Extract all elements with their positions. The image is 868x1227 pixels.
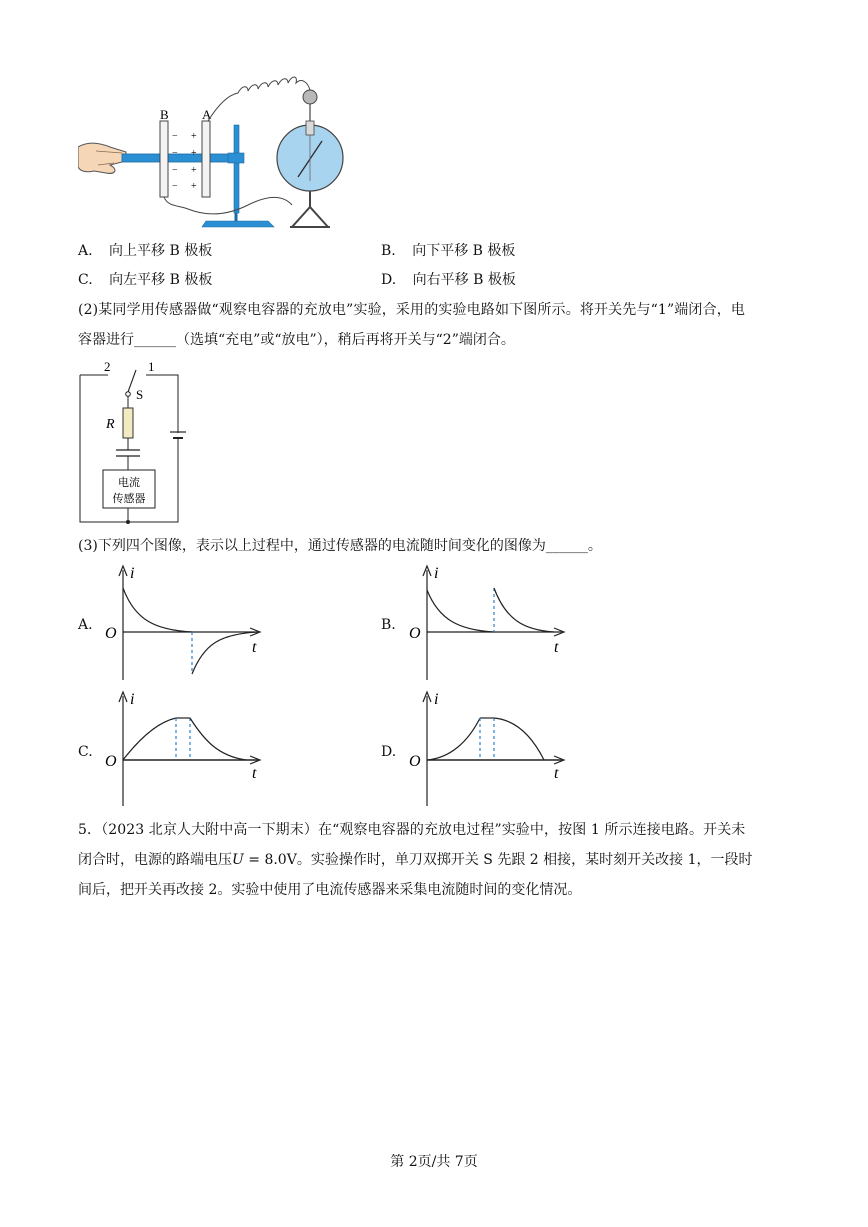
terminal-1-label: 1 <box>148 359 155 374</box>
discharge-curve <box>192 632 258 674</box>
q2-text: （选填“充电”或“放电”），稍后再将开关与“2”端闭合。 <box>176 332 515 348</box>
q1-option-c[interactable] <box>78 270 212 290</box>
option-letter: A. <box>78 243 93 259</box>
q2-line-1: (2)某同学用传感器做“观察电容器的充放电”实验，采用的实验电路如下图所示。将开关先与“1”端闭合，电 <box>78 302 746 318</box>
option-letter: D. <box>381 272 397 288</box>
charge-a-3: + <box>191 165 197 176</box>
q3-blank[interactable]: ______ <box>545 538 588 554</box>
terminal-2-label: 2 <box>104 359 111 374</box>
electroscope-knob <box>303 90 317 104</box>
stand-clamp <box>228 153 244 163</box>
option-text: 向下平移 B 极板 <box>412 243 516 259</box>
q3-text: (3)下列四个图像，表示以上过程中，通过传感器的电流随时间变化的图像为 <box>78 538 546 554</box>
option-text: 向右平移 B 极板 <box>412 272 516 288</box>
charge-b-1: − <box>172 131 178 142</box>
electroscope-figure <box>78 55 368 235</box>
graph-option-c-label[interactable]: C. <box>78 744 93 760</box>
charge-b-2: − <box>172 148 178 159</box>
axis-i-label: i <box>130 565 135 582</box>
rising-curve <box>123 718 176 760</box>
q1-option-d[interactable] <box>381 270 516 290</box>
ground-wire <box>164 197 292 214</box>
graph-option-a-label[interactable]: A. <box>78 617 93 633</box>
origin-label: O <box>409 753 421 770</box>
falling-curve <box>494 718 544 760</box>
hand-icon <box>78 143 126 173</box>
voltage-symbol: U <box>232 852 244 868</box>
charge-b-3: − <box>172 165 178 176</box>
switch-blade <box>128 370 136 392</box>
q5-line-1: 5．（2023 北京人大附中高一下期末）在“观察电容器的充放电过程”实验中，按图 1 所示连接电路。开关未 <box>78 822 746 838</box>
coiled-wire <box>208 77 310 121</box>
axis-t-label: t <box>554 639 559 656</box>
plate-b-label: B <box>160 107 169 122</box>
origin-label: O <box>105 625 117 642</box>
charge-curve <box>123 588 192 632</box>
q1-option-b[interactable] <box>381 241 515 261</box>
origin-label: O <box>409 625 421 642</box>
axis-t-label: t <box>252 639 257 656</box>
option-text: 向左平移 B 极板 <box>109 272 213 288</box>
option-text: 向上平移 B 极板 <box>109 243 213 259</box>
circuit-diagram <box>74 356 186 528</box>
page-footer: 第 2页/共 7页 <box>390 1154 478 1170</box>
electroscope-neck <box>306 121 314 135</box>
stand-pole <box>234 125 239 213</box>
sensor-label-1: 电流 <box>118 477 140 489</box>
plate-a <box>202 121 210 197</box>
q5-line-2 <box>78 850 752 870</box>
graph-a <box>100 562 270 682</box>
insulating-rod <box>122 154 242 162</box>
origin-label: O <box>105 753 117 770</box>
switch-label: S <box>136 387 144 402</box>
resistor <box>123 408 133 438</box>
sensor-label-2: 传感器 <box>112 493 146 505</box>
charge-a-1: + <box>191 131 197 142</box>
axis-t-label: t <box>252 765 257 782</box>
graph-option-b-label[interactable]: B. <box>381 617 396 633</box>
falling-curve <box>190 718 246 760</box>
graph-option-d-label[interactable]: D. <box>381 744 397 760</box>
axis-i-label: i <box>434 565 439 582</box>
graph-d <box>404 688 574 808</box>
charge-b-4: − <box>172 181 178 192</box>
q2-line-2 <box>78 330 515 350</box>
voltage-value: = 8.0V <box>243 852 297 868</box>
q5-text: 闭合时，电源的路端电压 <box>78 852 232 868</box>
q3-text: 。 <box>587 538 602 554</box>
q5-text: 。实验操作时，单刀双掷开关 S 先跟 2 相接，某时刻开关改接 1，一段时 <box>296 852 753 868</box>
electroscope-base <box>292 191 328 227</box>
resistor-label: R <box>106 417 115 432</box>
plate-a-label: A <box>202 107 212 122</box>
option-letter: B. <box>381 243 396 259</box>
axis-i-label: i <box>434 691 439 708</box>
option-letter: C. <box>78 272 93 288</box>
graph-b <box>404 562 574 682</box>
q2-blank[interactable]: ______ <box>134 332 176 348</box>
plate-b <box>160 121 168 197</box>
q3-line <box>78 536 602 556</box>
stand-base <box>202 221 274 227</box>
axis-t-label: t <box>554 765 559 782</box>
q5-line-3: 间后，把开关再改接 2。实验中使用了电流传感器来采集电流随时间的变化情况。 <box>78 882 582 898</box>
discharge-curve <box>494 588 554 632</box>
charge-a-4: + <box>191 181 197 192</box>
q1-option-a[interactable] <box>78 241 212 261</box>
charge-a-2: + <box>191 148 197 159</box>
rising-curve <box>427 718 480 760</box>
charge-curve <box>427 590 494 632</box>
graph-c <box>100 688 270 808</box>
q2-text: 容器进行 <box>78 332 134 348</box>
axis-i-label: i <box>130 691 135 708</box>
